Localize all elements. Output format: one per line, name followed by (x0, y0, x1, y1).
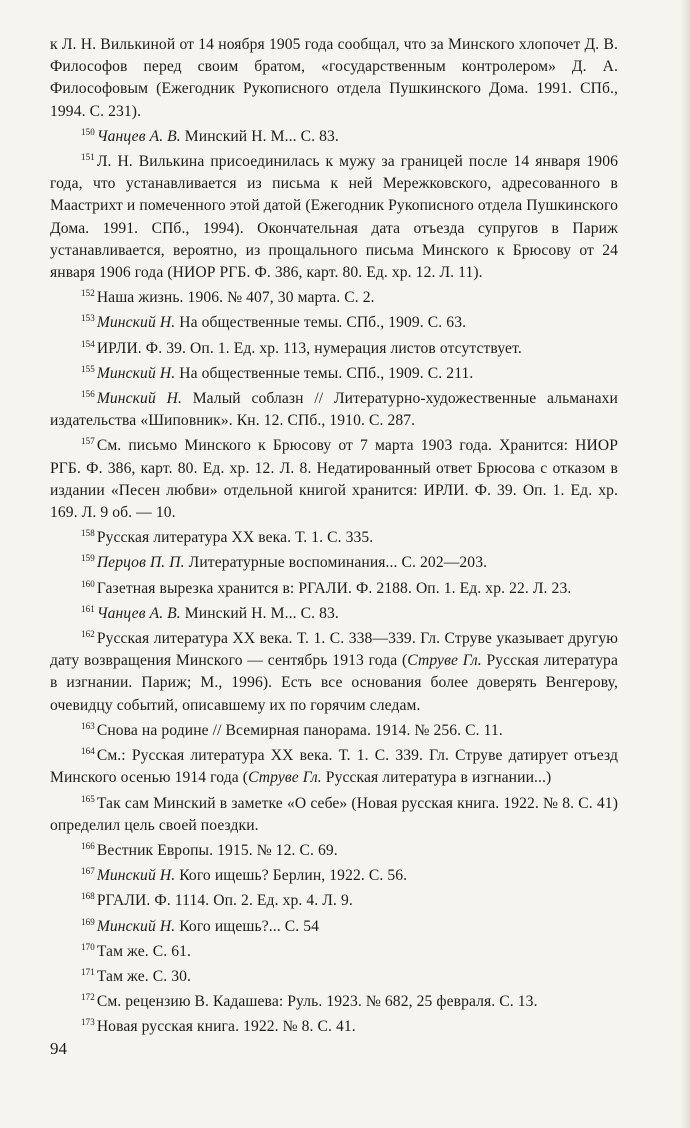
footnote (50, 287, 618, 309)
footnote-text: ИРЛИ. Ф. 39. Оп. 1. Ед. хр. 113, нумерация листов отсутствует. (96, 339, 522, 357)
footnote-number: 168 (81, 891, 95, 902)
page-number: 94 (50, 1039, 67, 1058)
footnote-text: См.: Русская литература XX века. Т. 1. С. 339. Гл. Струве датирует отъезд Минского осенью 1914 года ( (50, 747, 618, 787)
footnote (50, 720, 618, 742)
page-edge-shadow (680, 0, 690, 1128)
footnote-text: Литературные воспоминания... С. 202—203. (184, 554, 488, 572)
footnote (50, 916, 618, 938)
footnote (50, 991, 618, 1013)
footnote-number: 164 (81, 746, 95, 757)
footnote-text: Кого ищешь?... С. 54 (175, 917, 320, 935)
footnote (50, 1016, 618, 1038)
footnote-number: 152 (81, 288, 95, 299)
footnote-number: 153 (81, 313, 95, 324)
footnotes-block (50, 34, 618, 1039)
footnote-text: Русская литература XX века. Т. 1. С. 335. (96, 529, 374, 547)
footnote (50, 527, 618, 549)
footnote-text: См. рецензию В. Кадашева: Руль. 1923. № 682, 25 февраля. С. 13. (96, 993, 538, 1011)
footnote (50, 793, 618, 837)
footnote-author: Чанцев А. В. (96, 127, 181, 145)
footnote (50, 890, 618, 912)
footnote-number: 151 (81, 152, 95, 163)
footnote (50, 603, 618, 625)
footnote-continuation (50, 34, 618, 123)
footnote-text: Русская литература в изгнании...) (321, 769, 552, 787)
footnote (50, 578, 618, 600)
footnote-text: Так сам Минский в заметке «О себе» (Новая русская книга. 1922. № 8. С. 41) определил цель своей поездки. (50, 794, 618, 834)
footnote-text: Русская литература в изгнании. Париж; М., 1996). Есть все основания более доверять Венгерову, очевидцу событий, описавшему их по горячим следам. (50, 652, 618, 714)
footnote (50, 363, 618, 385)
footnote-author: Минский Н. (96, 867, 176, 885)
footnote (50, 941, 618, 963)
footnote-author: Струве Гл. (248, 769, 322, 787)
footnote (50, 840, 618, 862)
footnote-number: 171 (81, 966, 95, 977)
footnote-number: 162 (81, 629, 95, 640)
footnote-text: Малый соблазн // Литературно-художественные альманахи издательства «Шиповник». Кн. 12. СПб., 1910. С. 287. (50, 390, 618, 430)
footnote-author: Струве Гл. (407, 652, 482, 670)
footnote-number: 172 (81, 992, 95, 1003)
footnote-author: Перцов П. П. (96, 554, 185, 572)
footnote (50, 552, 618, 574)
footnote-text: к Л. Н. Вилькиной от 14 ноября 1905 года сообщал, что за Минского хлопочет Д. В. Философов перед своим братом, «государственным контролером» Д. А. Философовым (Ежегодник Рукописного отдела Пушкинского Дома. 1991. СПб., 1994. С. 231). (50, 36, 618, 120)
footnote-text: Русская литература XX века. Т. 1. С. 338—339. Гл. Струве указывает другую дату возвращения Минского — сентябрь 1913 года ( (50, 630, 618, 670)
footnote-number: 173 (81, 1017, 95, 1028)
footnote-number: 158 (81, 528, 95, 539)
footnote-text: Там же. С. 30. (96, 967, 192, 985)
footnote-text: Минский Н. М... С. 83. (180, 127, 339, 145)
footnote-text: Л. Н. Вилькина присоединилась к мужу за границей после 14 января 1906 года, что устанавливается из письма к ней Мережковского, адресованного в Маастрихт и помеченного этой датой (Ежегодник Рукописного отдела Пушкинского Дома. 1991. СПб., 1994). Окончательная дата отъезда супругов в Париж устанавливается, вероятно, из прощального письма Минского к Брюсову от 24 января 1906 года (НИОР РГБ. Ф. 386, карт. 80. Ед. хр. 12. Л. 11). (50, 153, 618, 282)
footnote-text: См. письмо Минского к Брюсову от 7 марта 1903 года. Хранится: НИОР РГБ. Ф. 386, карт. 80. Ед. хр. 12. Л. 8. Недатированный ответ Брюсова с отказом в издании «Песен любви» отдельной книгой хранится: ИРЛИ. Ф. 39. Оп. 1. Ед. хр. 169. Л. 9 об. — 10. (50, 437, 618, 522)
footnote-text: Кого ищешь? Берлин, 1922. С. 56. (175, 867, 408, 885)
footnote (50, 435, 618, 524)
footnote-number: 163 (81, 720, 95, 731)
footnote-text: На общественные темы. СПб., 1909. С. 63. (175, 314, 467, 332)
footnote (50, 312, 618, 334)
footnote-number: 169 (81, 916, 95, 927)
footnote-number: 165 (81, 793, 95, 804)
footnote-text: Вестник Европы. 1915. № 12. С. 69. (96, 841, 338, 859)
footnote (50, 865, 618, 887)
footnote-number: 160 (81, 578, 95, 589)
footnote-author: Чанцев А. В. (96, 604, 181, 622)
footnote-number: 161 (81, 603, 95, 614)
footnote-text: Снова на родине // Всемирная панорама. 1914. № 256. С. 11. (96, 721, 503, 739)
footnote (50, 966, 618, 988)
footnote (50, 628, 618, 717)
footnote (50, 151, 618, 284)
footnote-number: 170 (81, 941, 95, 952)
footnote-text: Наша жизнь. 1906. № 407, 30 марта. С. 2. (96, 289, 375, 307)
footnote-text: Новая русская книга. 1922. № 8. С. 41. (96, 1018, 356, 1036)
footnote (50, 338, 618, 360)
footnote-author: Минский Н. (96, 364, 176, 382)
footnote (50, 388, 618, 432)
footnote (50, 126, 618, 148)
footnote-number: 155 (81, 363, 95, 374)
footnote-number: 150 (81, 126, 95, 137)
footnote-text: На общественные темы. СПб., 1909. С. 211. (175, 364, 474, 382)
footnote-text: Газетная вырезка хранится в: РГАЛИ. Ф. 2188. Оп. 1. Ед. хр. 22. Л. 23. (96, 579, 572, 597)
footnote-number: 159 (81, 553, 95, 564)
footnote-number: 167 (81, 866, 95, 877)
footnote-author: Минский Н. (96, 314, 176, 332)
footnote-text: РГАЛИ. Ф. 1114. Оп. 2. Ед. хр. 4. Л. 9. (96, 892, 353, 910)
footnote-number: 156 (81, 389, 95, 400)
footnote-author: Минский Н. (96, 917, 176, 935)
footnote-text: Там же. С. 61. (96, 942, 192, 960)
footnote-text: Минский Н. М... С. 83. (180, 604, 339, 622)
footnote (50, 745, 618, 789)
footnote-author: Минский Н. (96, 390, 182, 408)
footnote-number: 157 (81, 436, 95, 447)
footnote-number: 166 (81, 840, 95, 851)
footnote-number: 154 (81, 338, 95, 349)
